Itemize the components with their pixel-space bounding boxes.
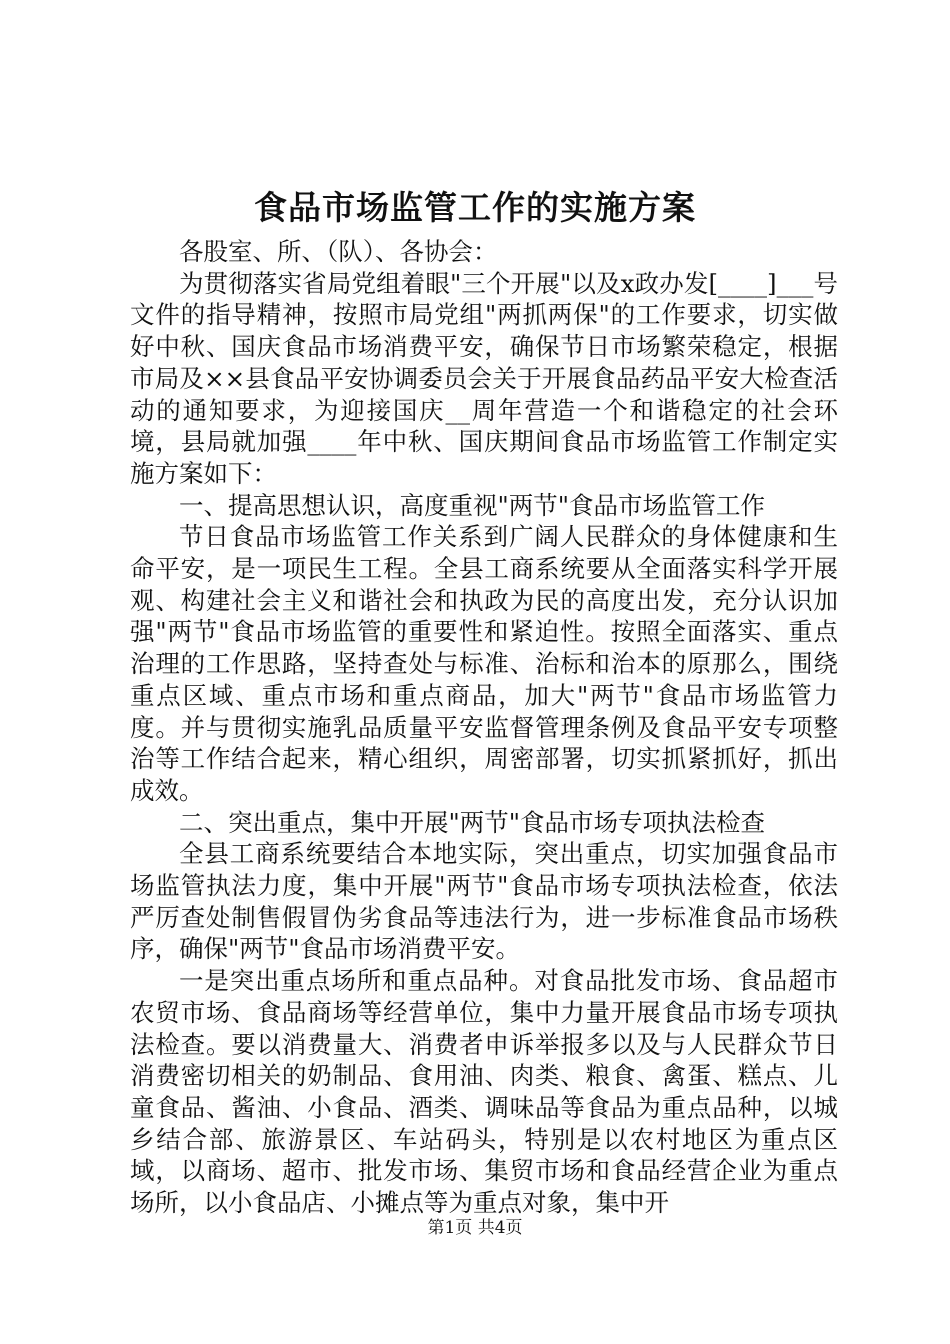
section-heading-2: 二、突出重点，集中开展"两节"食品市场专项执法检查 <box>179 807 766 837</box>
document-body <box>130 236 838 1219</box>
intro-paragraph: 为贯彻落实省局党组着眼"三个开展"以及x政办发[____]___号文件的指导精神，按照市局党组"两抓两保"的工作要求，切实做好中秋、国庆食品市场消费平安，确保节日市场繁荣稳定，根据市局及××县食品平安协调委员会关于开展食品药品平安大检查活动的通知要求，为迎接国庆__周年营造一个和谐稳定的社会环境，县局就加强____年中秋、国庆期间食品市场监管工作制定实施方案如下： <box>130 268 838 488</box>
section-heading-1: 一、提高思想认识，高度重视"两节"食品市场监管工作 <box>179 490 766 520</box>
salutation-paragraph: 各股室、所、（队）、各协会： <box>179 237 498 266</box>
body-paragraph: 全县工商系统要结合本地实际，突出重点，切实加强食品市场监管执法力度，集中开展"两节"食品市场专项执法检查，依法严厉查处制售假冒伪劣食品等违法行为，进一步标准食品市场秩序，确保"两节"食品市场消费平安。 <box>130 839 838 964</box>
page-number: 第1页 共4页 <box>427 1218 523 1238</box>
document-title: 食品市场监管工作的实施方案 <box>254 188 696 227</box>
body-paragraph: 节日食品市场监管工作关系到广阔人民群众的身体健康和生命平安，是一项民生工程。全县工商系统要从全面落实科学开展观、构建社会主义和谐社会和执政为民的高度出发，充分认识加强"两节"食品市场监管的重要性和紧迫性。按照全面落实、重点治理的工作思路，坚持查处与标准、治标和治本的原那么，围绕重点区域、重点市场和重点商品，加大"两节"食品市场监管力度。并与贯彻实施乳品质量平安监督管理条例及食品平安专项整治等工作结合起来，精心组织，周密部署，切实抓紧抓好，抓出成效。 <box>130 522 838 805</box>
body-paragraph: 一是突出重点场所和重点品种。对食品批发市场、食品超市农贸市场、食品商场等经营单位，集中力量开展食品市场专项执法检查。要以消费量大、消费者申诉举报多以及与人民群众节日消费密切相关的奶制品、食用油、肉类、粮食、禽蛋、糕点、儿童食品、酱油、小食品、酒类、调味品等食品为重点品种，以城乡结合部、旅游景区、车站码头，特别是以农村地区为重点区域，以商场、超市、批发市场、集贸市场和食品经营企业为重点场所，以小食品店、小摊点等为重点对象，集中开 <box>130 966 838 1218</box>
